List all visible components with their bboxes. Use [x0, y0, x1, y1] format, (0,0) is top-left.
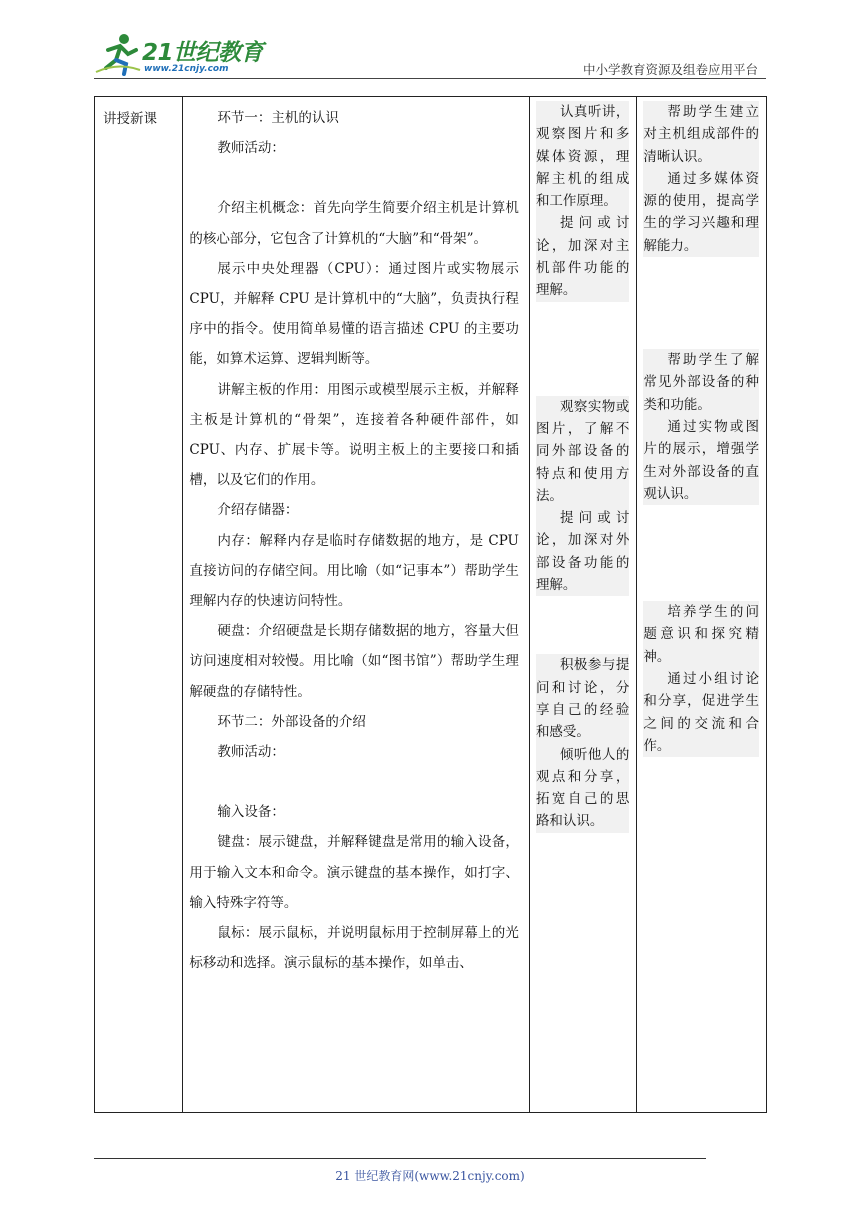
- student-group: [536, 396, 629, 597]
- header-divider: [94, 78, 766, 79]
- student-group: [536, 101, 629, 302]
- student-paragraph: 积极参与提问和讨论，分享自己的经验和感受。: [536, 654, 629, 743]
- teacher-paragraph: [189, 163, 519, 193]
- footer-divider: [94, 1158, 706, 1159]
- student-activity-cell: [529, 97, 636, 1113]
- student-paragraph: 认真听讲，观察图片和多媒体资源，理解主机的组成和工作原理。: [536, 101, 629, 212]
- header-tagline: 中小学教育资源及组卷应用平台: [582, 62, 758, 77]
- teacher-paragraph: 展示中央处理器（CPU）：通过图片或实物展示 CPU，并解释 CPU 是计算机中的“大脑”，负责执行程序中的指令。使用简单易懂的语言描述 CPU 的主要功能，如算术运算、逻辑判断等。: [189, 260, 519, 368]
- intent-paragraph: 培养学生的问题意识和探究精神。: [643, 601, 759, 668]
- teacher-paragraph: 输入设备：: [217, 804, 285, 821]
- intent-paragraph: 帮助学生建立对主机组成部件的清晰认识。: [643, 101, 759, 168]
- intent-group: [643, 601, 759, 757]
- teacher-paragraph: 键盘：展示键盘，并解释键盘是常用的输入设备，用于输入文本和命令。演示键盘的基本操作，如打字、输入特殊字符等。: [189, 834, 519, 911]
- teacher-activity-cell: [183, 97, 530, 1113]
- teacher-paragraph: 内存：解释内存是临时存储数据的地方，是 CPU 直接访问的存储空间。用比喻（如“记事本”）帮助学生理解内存的快速访问特性。: [189, 532, 519, 610]
- lesson-plan-table: [94, 96, 767, 1113]
- teacher-paragraph: [189, 767, 519, 797]
- intent-paragraph: 通过多媒体资源的使用，提高学生的学习兴趣和理解能力。: [643, 168, 759, 257]
- stage-label: 讲授新课: [103, 111, 157, 127]
- teacher-paragraph: 教师活动：: [217, 744, 285, 761]
- teacher-paragraph: 环节二：外部设备的介绍: [217, 713, 366, 730]
- runner-logo-icon: [94, 32, 142, 76]
- teacher-paragraph: 硬盘：介绍硬盘是长期存储数据的地方，容量大但访问速度相对较慢。用比喻（如“图书馆”）帮助学生理解硬盘的存储特性。: [189, 623, 519, 700]
- intent-group: [643, 349, 759, 505]
- logo-text: 21世纪教育: [142, 40, 264, 66]
- intent-paragraph: 帮助学生了解常见外部设备的种类和功能。: [643, 349, 759, 416]
- student-paragraph: 提问或讨论，加深对主机部件功能的理解。: [536, 212, 629, 301]
- teacher-paragraph: 介绍主机概念：首先向学生简要介绍主机是计算机的核心部分，它包含了计算机的“大脑”和“骨架”。: [189, 200, 519, 247]
- site-logo: [94, 32, 264, 76]
- footer-text: 21 世纪教育网(www.21cnjy.com): [335, 1169, 525, 1183]
- table-row: [95, 97, 767, 1113]
- student-paragraph: 提问或讨论，加深对外部设备功能的理解。: [536, 507, 629, 596]
- stage-cell: [95, 97, 183, 1113]
- design-intent-cell: [637, 97, 767, 1113]
- intent-paragraph: 通过实物或图片的展示，增强学生对外部设备的直观认识。: [643, 416, 759, 505]
- page-header: [94, 30, 766, 80]
- teacher-paragraph: 讲解主板的作用：用图示或模型展示主板，并解释主板是计算机的“骨架”，连接着各种硬件部件，如 CPU、内存、扩展卡等。说明主板上的主要接口和插槽，以及它们的作用。: [189, 381, 519, 489]
- teacher-paragraph: 教师活动：: [217, 140, 285, 157]
- teacher-paragraph: 介绍存储器：: [217, 502, 299, 519]
- student-group: [536, 654, 629, 832]
- student-paragraph: 观察实物或图片，了解不同外部设备的特点和使用方法。: [536, 396, 629, 507]
- intent-group: [643, 101, 759, 257]
- intent-paragraph: 通过小组讨论和分享，促进学生之间的交流和合作。: [643, 668, 759, 757]
- logo-url: www.21cnjy.com: [144, 64, 229, 74]
- teacher-paragraph: 鼠标：展示鼠标，并说明鼠标用于控制屏幕上的光标移动和选择。演示鼠标的基本操作，如单击、: [189, 925, 519, 972]
- student-paragraph: 倾听他人的观点和分享，拓宽自己的思路和认识。: [536, 744, 629, 833]
- teacher-paragraph: 环节一：主机的认识: [217, 110, 339, 126]
